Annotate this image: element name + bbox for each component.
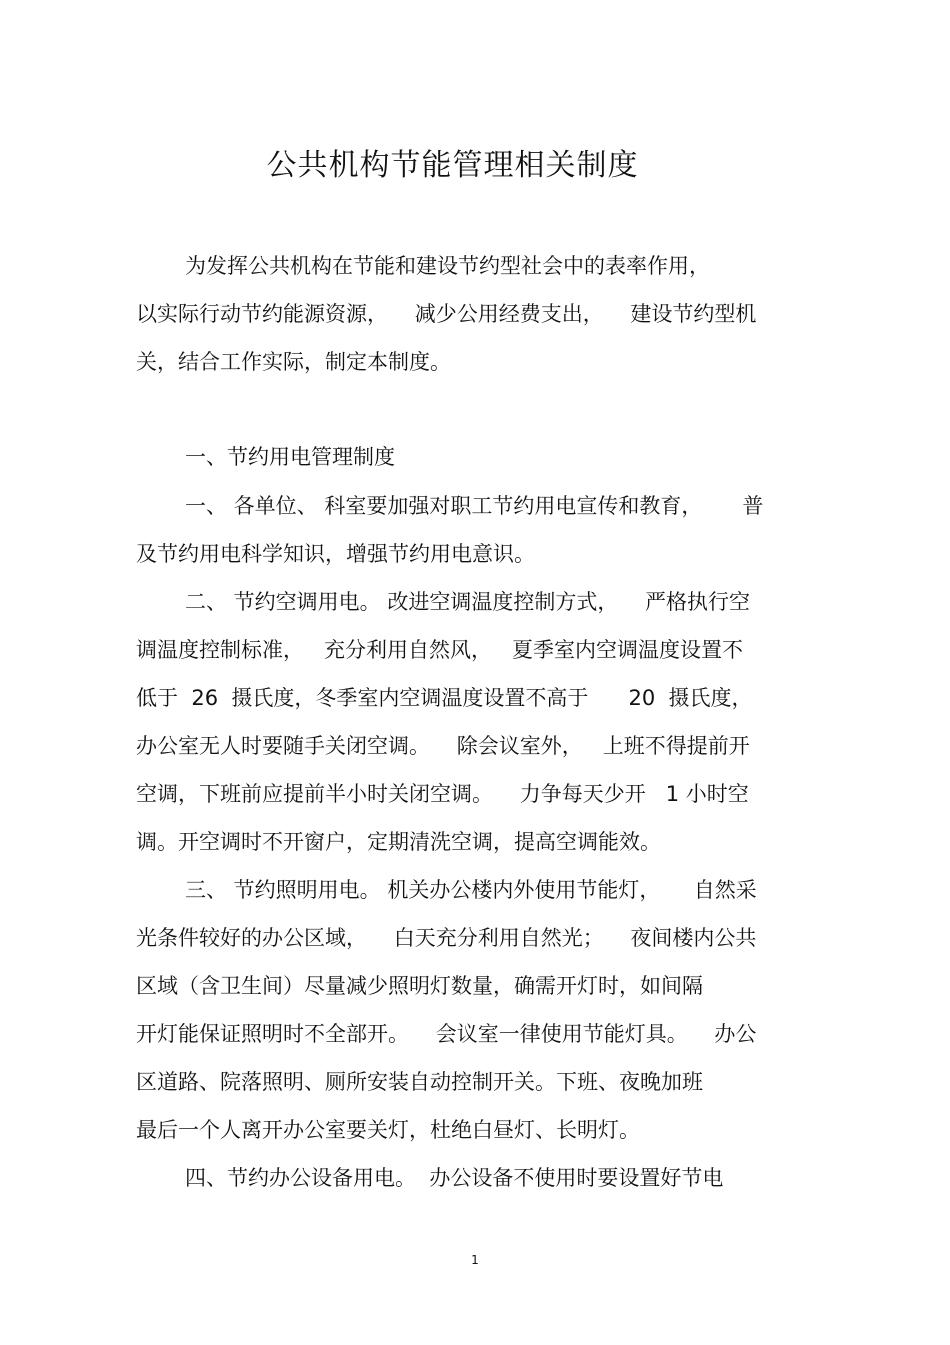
body-line: 光条件较好的办公区域， 白天充分利用自然光； 夜间楼内公共 <box>136 926 757 950</box>
section-heading: 一、节约用电管理制度 <box>185 445 395 469</box>
body-line: 二、 节约空调用电。 改进空调温度控制方式， 严格执行空 <box>185 590 751 614</box>
body-line: 区域（含卫生间）尽量减少照明灯数量，确需开灯时，如间隔 <box>136 974 703 998</box>
body-line: 调。开空调时不开窗户，定期清洗空调，提高空调能效。 <box>136 830 661 854</box>
body-line: 办公室无人时要随手关闭空调。 除会议室外， 上班不得提前开 <box>136 734 750 758</box>
body-line: 区道路、院落照明、厕所安装自动控制开关。下班、夜晚加班 <box>136 1070 703 1094</box>
body-line: 低于 26 摄氏度，冬季室内空调温度设置不高于 20 摄氏度， <box>136 686 753 710</box>
body-line: 关，结合工作实际，制定本制度。 <box>136 350 451 374</box>
body-line: 最后一个人离开办公室要关灯，杜绝白昼灯、长明灯。 <box>136 1118 640 1142</box>
body-line: 及节约用电科学知识，增强节约用电意识。 <box>136 542 535 566</box>
body-line: 空调，下班前应提前半小时关闭空调。 力争每天少开 1 小时空 <box>136 782 749 806</box>
body-line: 为发挥公共机构在节能和建设节约型社会中的表率作用， <box>185 254 710 278</box>
body-line: 一、 各单位、 科室要加强对职工节约用电宣传和教育， 普 <box>185 494 764 518</box>
body-line: 调温度控制标准， 充分利用自然风， 夏季室内空调温度设置不 <box>136 638 744 662</box>
body-line: 开灯能保证照明时不全部开。 会议室一律使用节能灯具。 办公 <box>136 1022 757 1046</box>
body-line: 三、 节约照明用电。 机关办公楼内外使用节能灯， 自然采 <box>185 878 757 902</box>
document-title: 公共机构节能管理相关制度 <box>266 148 639 183</box>
page-number: 1 <box>471 1253 479 1267</box>
body-line: 四、节约办公设备用电。 办公设备不使用时要设置好节电 <box>185 1166 724 1190</box>
body-line: 以实际行动节约能源资源， 减少公用经费支出， 建设节约型机 <box>136 302 757 326</box>
